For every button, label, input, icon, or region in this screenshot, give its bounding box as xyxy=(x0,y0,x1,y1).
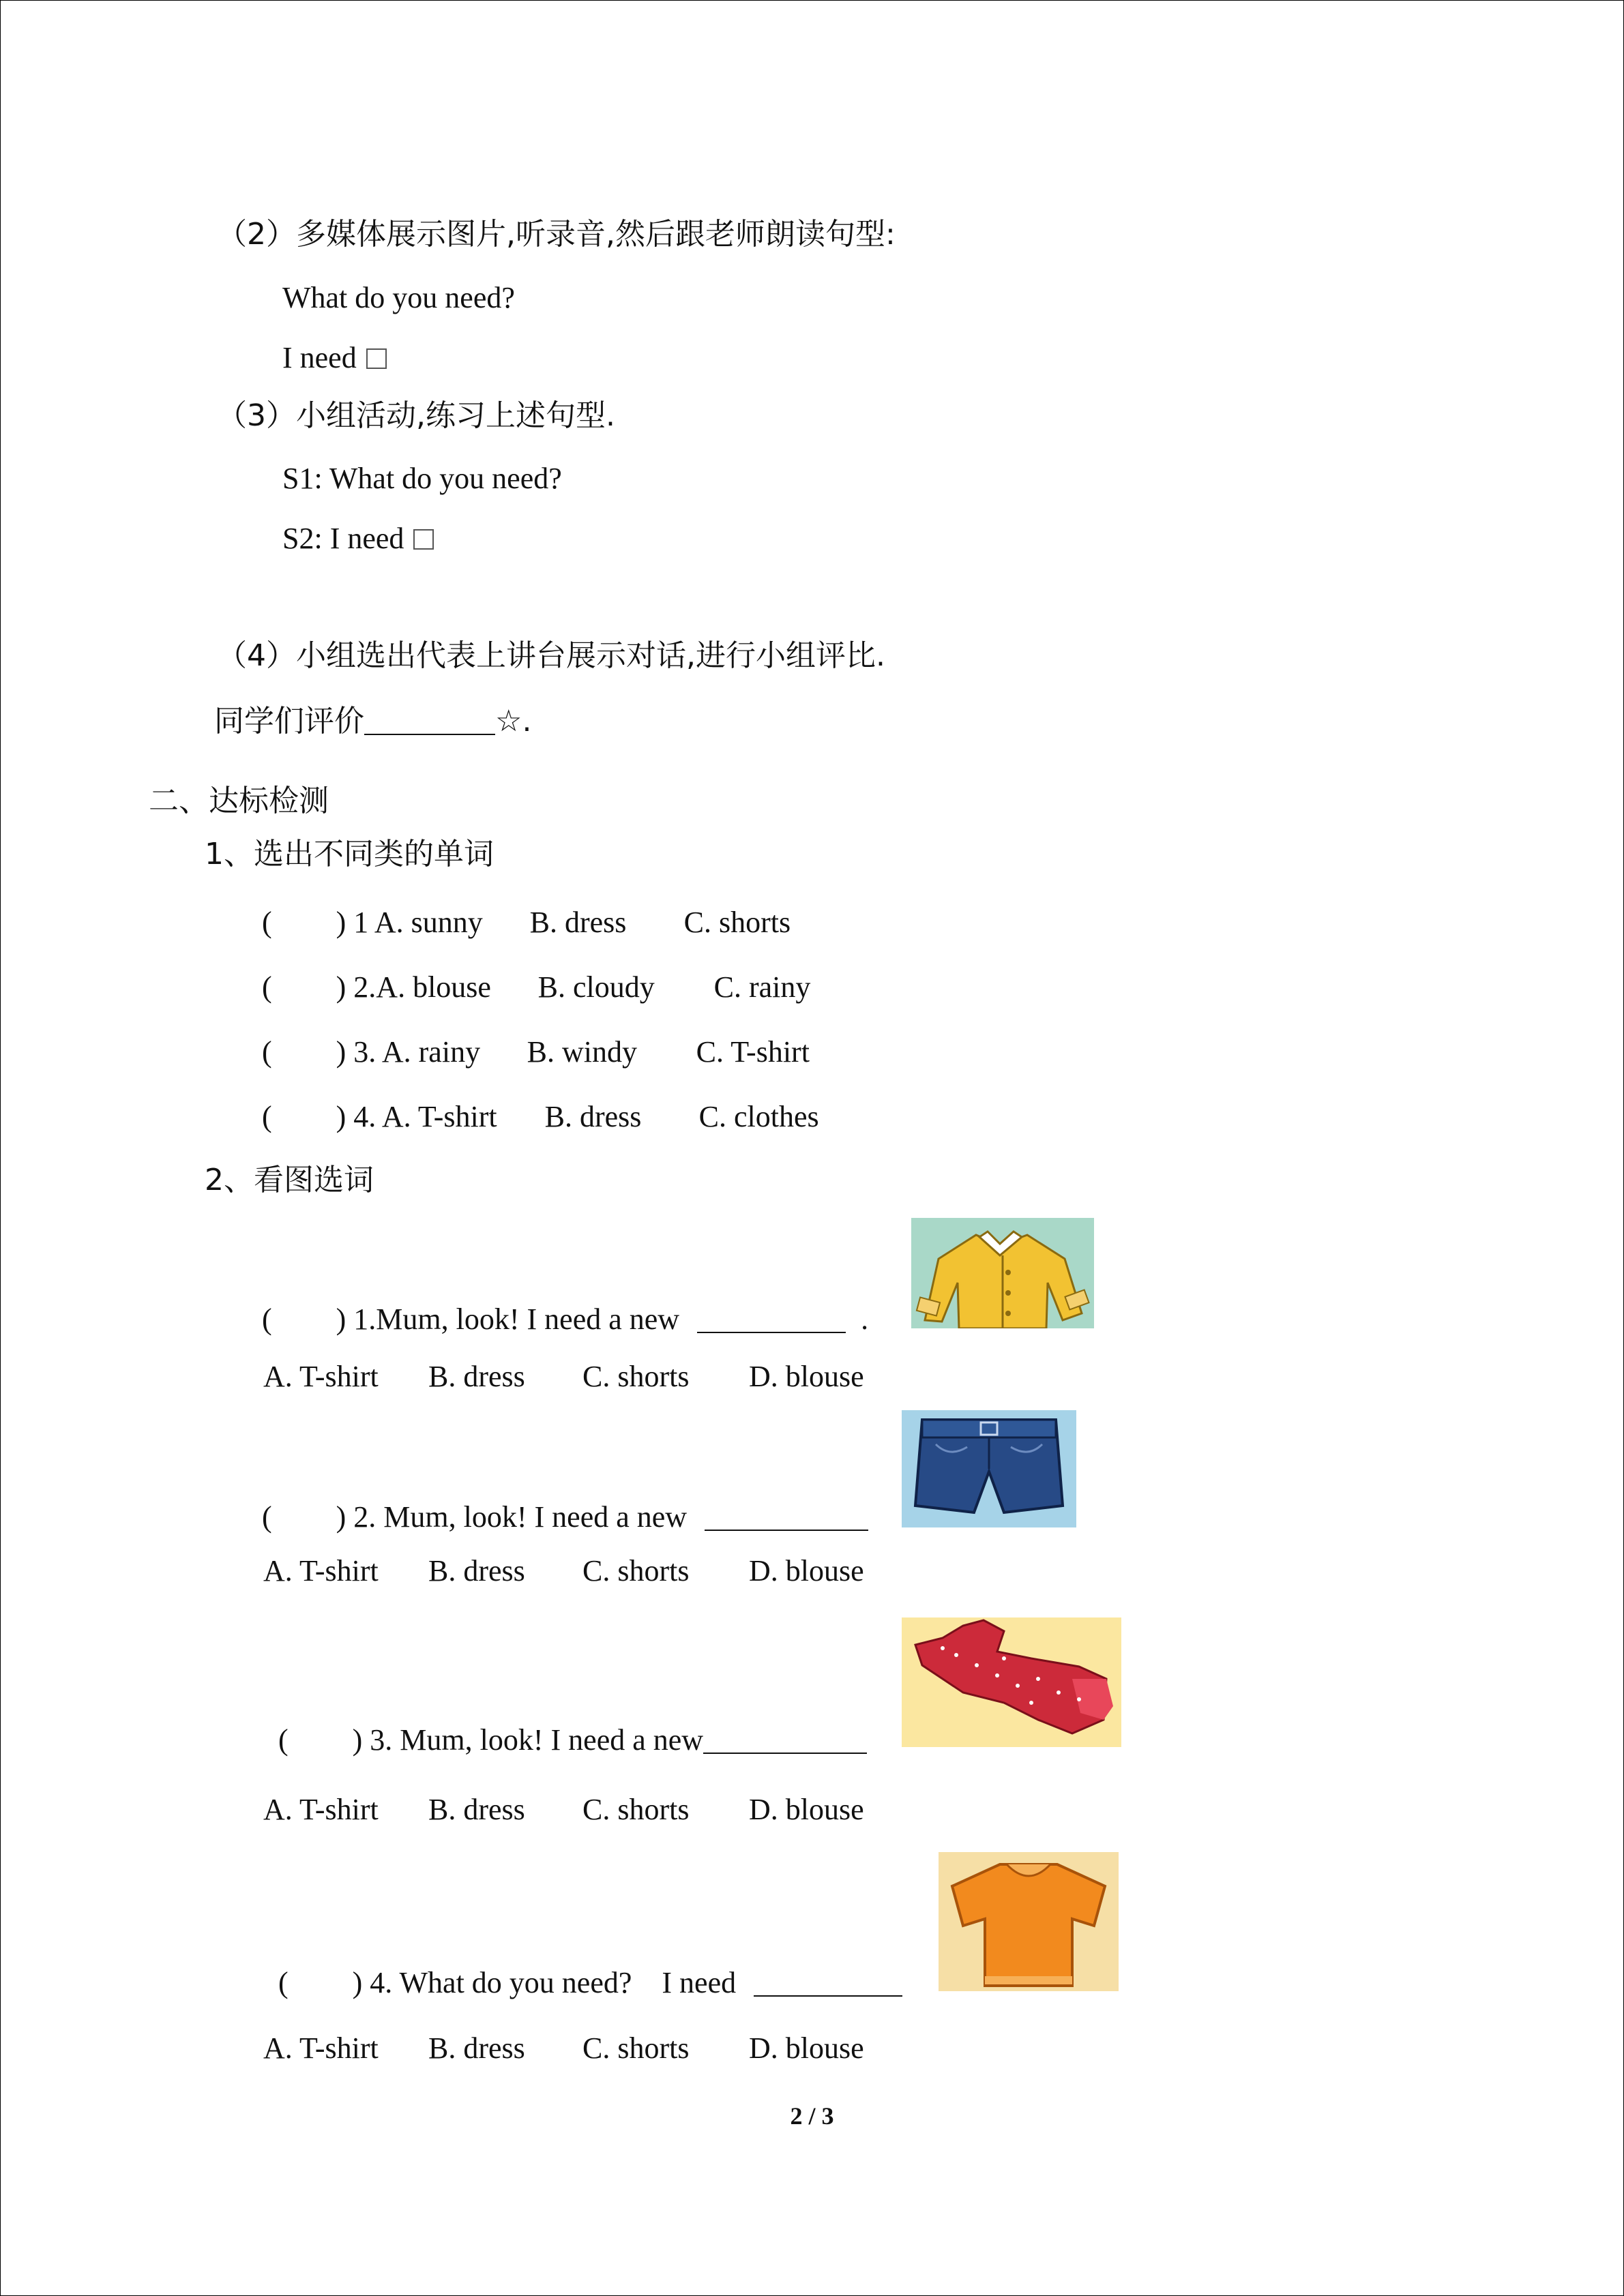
shorts-icon xyxy=(902,1410,1076,1527)
part2-item-1: ( ) 1.Mum, look! I need a new . xyxy=(262,1302,869,1336)
step-4-text: （4）小组选出代表上讲台展示对话,进行小组评比. xyxy=(217,638,885,673)
part-1-title: 1、选出不同类的单词 xyxy=(205,837,494,871)
blank-box-icon xyxy=(366,348,387,369)
evaluation-line: 同学们评价 ☆. xyxy=(214,704,532,739)
choices-2: A. T-shirt B. dress C. shorts D. blouse xyxy=(263,1554,864,1587)
blank-box-icon xyxy=(413,529,434,550)
question-what-need: What do you need? xyxy=(282,281,515,314)
answer-blank[interactable] xyxy=(697,1304,846,1333)
part1-item-3: ( ) 3. A. rainy B. windy C. T-shirt xyxy=(262,1035,810,1069)
dialogue-s1: S1: What do you need? xyxy=(282,462,562,495)
choices-4: A. T-shirt B. dress C. shorts D. blouse xyxy=(263,2031,864,2065)
step-3-text: （3）小组活动,练习上述句型. xyxy=(217,398,615,433)
answer-blank[interactable] xyxy=(703,1725,867,1754)
part1-item-4: ( ) 4. A. T-shirt B. dress C. clothes xyxy=(262,1100,819,1133)
part1-item-1: ( ) 1 A. sunny B. dress C. shorts xyxy=(262,906,791,939)
section-2-title: 二、达标检测 xyxy=(149,784,329,818)
dialogue-s2: S2: I need xyxy=(282,524,434,554)
page-number: 2 / 3 xyxy=(790,2102,834,2130)
choices-1: A. T-shirt B. dress C. shorts D. blouse xyxy=(263,1360,864,1393)
answer-i-need: I need xyxy=(282,343,387,373)
blouse-icon xyxy=(911,1218,1094,1328)
evaluation-blank[interactable] xyxy=(364,706,495,735)
tshirt-icon xyxy=(939,1852,1119,1991)
step-2-text: （2）多媒体展示图片,听录音,然后跟老师朗读句型: xyxy=(217,217,896,252)
part2-item-4: ( ) 4. What do you need? I need xyxy=(278,1968,902,1998)
part2-item-3: ( ) 3. Mum, look! I need a new xyxy=(278,1725,867,1755)
part-2-title: 2、看图选词 xyxy=(205,1163,374,1197)
part2-item-2: ( ) 2. Mum, look! I need a new xyxy=(262,1502,868,1532)
dress-icon xyxy=(902,1617,1121,1747)
part1-item-2: ( ) 2.A. blouse B. cloudy C. rainy xyxy=(262,970,811,1004)
choices-3: A. T-shirt B. dress C. shorts D. blouse xyxy=(263,1793,864,1826)
answer-blank[interactable] xyxy=(754,1968,902,1997)
star-suffix: ☆. xyxy=(495,704,532,739)
answer-blank[interactable] xyxy=(705,1502,868,1531)
